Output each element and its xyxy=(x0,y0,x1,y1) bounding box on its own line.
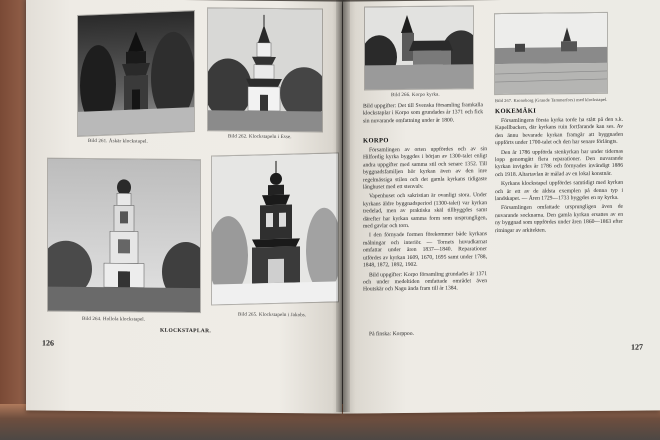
kokemaki-paragraph: Den år 1786 uppförda stenkyrkan har under tidernas lopp genomgått flera reparationer. Den nuvarande kyrkan invigdes år 1786 och förnyades invändigt 1886 och 1918. Altartavlan är målad av en lokal konstnär. xyxy=(495,148,623,178)
photo-korpo-church xyxy=(365,6,473,89)
photo-kronoborg-landscape xyxy=(495,13,607,94)
korpo-footer: På finska: Korppoo. xyxy=(369,330,414,338)
kokemaki-article xyxy=(495,117,623,340)
korpo-paragraph: Bild uppgifter: Korpo församling grundades år 1371 och under medeltiden omfattade området även Houtskär och Nagu ända fram till år 1384. xyxy=(363,270,487,293)
kokemaki-paragraph: Församlingen omfattade ursprungligen även de nuvarande socknarna. Den gamla kyrkan ersattes av en ny byggnad som uppfördes under åren 1860—1863 efter ritningar av arkitekten. xyxy=(495,204,623,234)
intro-paragraph: Bild uppgifter: Det till Svenska församling framkalla klockstaplar i Korpo som grundades år 1371 och fick sin nuvarande omfattning under år 1800. xyxy=(363,102,483,125)
photo-jakobs-bell-tower xyxy=(212,153,338,304)
caption-photo-266: Bild 266. Korpo kyrka. xyxy=(391,92,440,99)
korpo-paragraph: I den förnyade formen förekommer både kyrkans målningar och interiör. — Tornets huvudkarnat omfattar under åren 1837—1840. Reparationer utfördes av kyrkan 1609, 1670, 1695 samt under 1788, 1848, 1872, 1892, 1902. xyxy=(363,231,487,269)
korpo-paragraph: Församlingen av orten uppfördes och av sin Hilfordig kyrka byggdes i början av 1300-talet enligt andra uppgifter med samma stil och senare 1352. Till byggnadsfamiljen hör kyrkan även av den inre regelmässiga stilen och det gamla kyrkans tidigaste långhuset med ett stenvalv. xyxy=(363,146,487,191)
caption-photo-265: Bild 265. Klockstapeln i Jakobs. xyxy=(238,312,307,319)
heading-korpo: KORPO xyxy=(363,137,389,145)
caption-photo-264: Bild 264. Hollola klockstapel. xyxy=(82,316,146,323)
korpo-paragraph: Vapenhuset och sakristian är ovanligt stora. Under kyrkans äldre byggnadsperiod (1300-talet) var kyrkan tredelad, men av praktiska skäl tillbyggdes samt därefter har kyrkan samma form som ursprungligen, med gavlar och torn. xyxy=(363,192,487,230)
photo-askar-bell-tower xyxy=(78,11,194,136)
left-page xyxy=(26,0,342,414)
page-number-left: 126 xyxy=(42,338,54,348)
caption-photo-261: Bild 261. Åskär klockstapel. xyxy=(88,138,148,145)
kokemaki-paragraph: Församlingens första kyrka torde ha stått på den s.k. Kapellbacken, där kyrkans ruin fortfarande kan ses. Av den ännu bevarade kyrkan framgår att byggnaden uppförts under 1700-talet och den har senare förlängts. xyxy=(495,116,623,147)
photo-hollola-bell-tower xyxy=(48,159,200,313)
kokemaki-paragraph: Kyrkans klockstapel uppfördes samtidigt med kyrkan och är ett av de äldsta exemplen på denna typ i landskapet. — Åren 1729—1733 byggdes en ny kyrka. xyxy=(495,179,623,203)
heading-kokemaki: KOKEMÄKI xyxy=(495,107,537,116)
korpo-article xyxy=(363,146,487,325)
caption-photo-267: Bild 267. Kronoborg (Grande Tammerfors) med klockstapel. xyxy=(495,96,608,104)
section-label: KLOCKSTAPLAR. xyxy=(160,327,212,335)
caption-photo-262: Bild 262. Klockstapeln i Esse. xyxy=(228,134,292,141)
right-page xyxy=(343,0,660,414)
photo-esse-bell-tower xyxy=(208,8,322,131)
book-gutter xyxy=(336,0,350,412)
page-number-right: 127 xyxy=(631,342,643,352)
